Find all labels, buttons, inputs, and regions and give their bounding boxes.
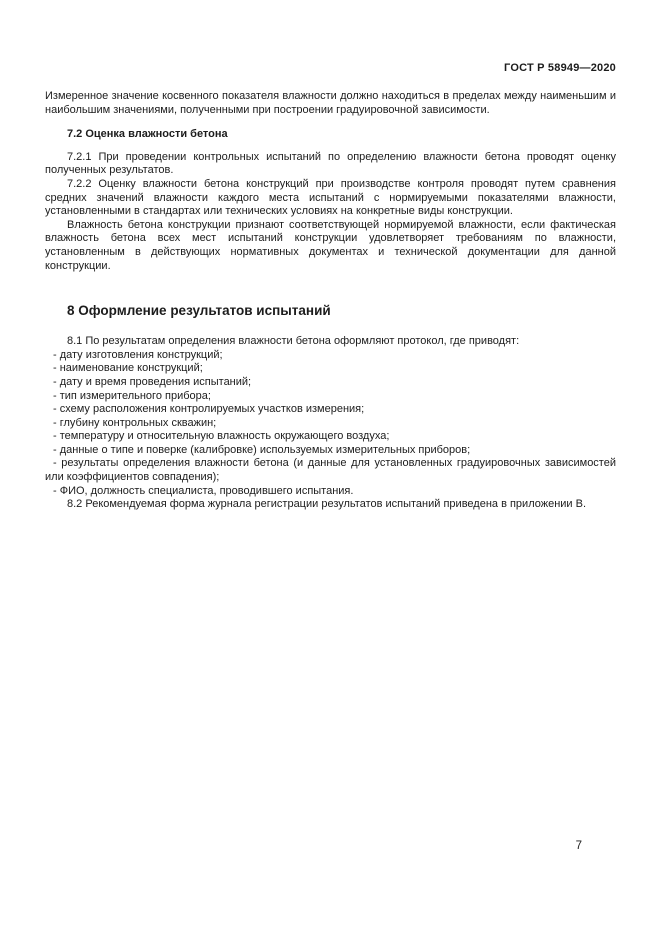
protocol-items-list bbox=[45, 349, 616, 499]
section-8-heading: 8 Оформление результатов испытаний bbox=[67, 303, 331, 319]
protocol-list-item: - температуру и относительную влажность окружающего воздуха; bbox=[53, 430, 390, 443]
section-7-2-heading: 7.2 Оценка влажности бетона bbox=[67, 128, 228, 141]
protocol-list-item: - результаты определения влажности бетона (и данные для установленных градуировочных зависимостей или коэффициентов совпадения); bbox=[45, 457, 616, 484]
intro-paragraph: Измеренное значение косвенного показателя влажности должно находиться в пределах между наименьшим и наибольшим значениями, полученными при построении градуировочной зависимости. bbox=[45, 90, 616, 116]
paragraph-7-2-1: 7.2.1 При проведении контрольных испытаний по определению влажности бетона проводят оценку полученных результатов. bbox=[45, 150, 616, 177]
protocol-list-item: - дату изготовления конструкций; bbox=[53, 348, 223, 361]
protocol-list-item: - данные о типе и поверке (калибровке) используемых измерительных приборов; bbox=[53, 443, 471, 456]
protocol-list-item: - тип измерительного прибора; bbox=[53, 389, 211, 402]
paragraph-8-1: 8.1 По результатам определения влажности бетона оформляют протокол, где приводят: bbox=[67, 335, 520, 348]
paragraph-7-2-2: 7.2.2 Оценку влажности бетона конструкций при производстве контроля проводят путем сравнения средних значений влажности каждого места испытаний с нормируемыми показателями влажности, установленными в стандартах или технических условиях на конкретные виды конструкции. bbox=[45, 177, 616, 218]
protocol-list-item: - глубину контрольных скважин; bbox=[53, 416, 217, 429]
protocol-list-item: - наименование конструкций; bbox=[53, 362, 203, 375]
page-content bbox=[45, 90, 616, 512]
doc-code-header: ГОСТ Р 58949—2020 bbox=[504, 62, 616, 74]
protocol-list-item: - схему расположения контролируемых участков измерения; bbox=[53, 403, 365, 416]
protocol-list-item: - ФИО, должность специалиста, проводившего испытания. bbox=[53, 484, 354, 497]
protocol-list-item: - дату и время проведения испытаний; bbox=[53, 375, 252, 388]
paragraph-8-2: 8.2 Рекомендуемая форма журнала регистрации результатов испытаний приведена в приложении В. bbox=[67, 498, 587, 511]
page-number: 7 bbox=[575, 840, 582, 852]
paragraph-7-2-2-continuation: Влажность бетона конструкции признают соответствующей нормируемой влажности, если фактическая влажность бетона всех мест испытаний конструкции удовлетворяет требованиям по влажности, установленным в действующих нормативных документах и технической документации для данной конструкции. bbox=[45, 218, 616, 272]
